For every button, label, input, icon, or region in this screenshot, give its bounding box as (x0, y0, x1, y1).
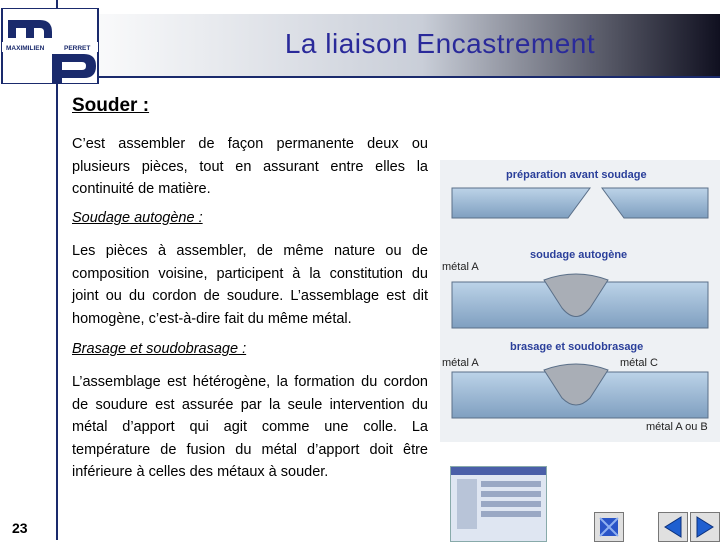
label-metal-a-2: métal A (442, 357, 479, 369)
next-arrow-icon[interactable] (690, 512, 720, 542)
slide-thumbnail[interactable] (450, 466, 547, 542)
page-number: 23 (12, 520, 28, 536)
label-brazing: brasage et soudobrasage (510, 341, 644, 353)
label-metal-a-ou-b: métal A ou B (646, 421, 708, 433)
logo-line2: PERRET (64, 45, 91, 52)
label-preparation: préparation avant soudage (506, 169, 647, 181)
brazing-paragraph: L’assemblage est hétérogène, la formation du cordon de soudure est assurée par la seule intervention du métal d’apport qui agit comme une colle. La température de fusion du métal d’apport doit être inférieure à celles des métaux à souder. (72, 374, 428, 480)
subheading-brazing: Brasage et soudobrasage : (72, 341, 247, 357)
slide-title: La liaison Encastrement (284, 28, 596, 59)
welding-diagram (440, 160, 720, 442)
logo (0, 8, 100, 84)
navigation-bar-icon[interactable] (594, 512, 624, 542)
previous-arrow-icon[interactable] (658, 512, 688, 542)
label-metal-c: métal C (620, 357, 658, 369)
title-underline (58, 76, 720, 78)
logo-line1: MAXIMILIEN (6, 45, 45, 52)
section-title: Souder : (72, 95, 150, 116)
intro-paragraph: C’est assembler de façon permanente deux ou plusieurs pièces, tout en assurant entre elles la continuité de matière. (72, 136, 428, 197)
subheading-autogenous: Soudage autogène : (72, 210, 203, 226)
label-autogenous: soudage autogène (530, 249, 628, 261)
label-metal-a-1: métal A (442, 261, 479, 273)
autogenous-paragraph: Les pièces à assembler, de même nature ou de composition voisine, participent à la constitution du joint ou du cordon de soudure. L’assemblage est dit homogène, c’est-à-dire fait du même métal. (72, 243, 428, 327)
